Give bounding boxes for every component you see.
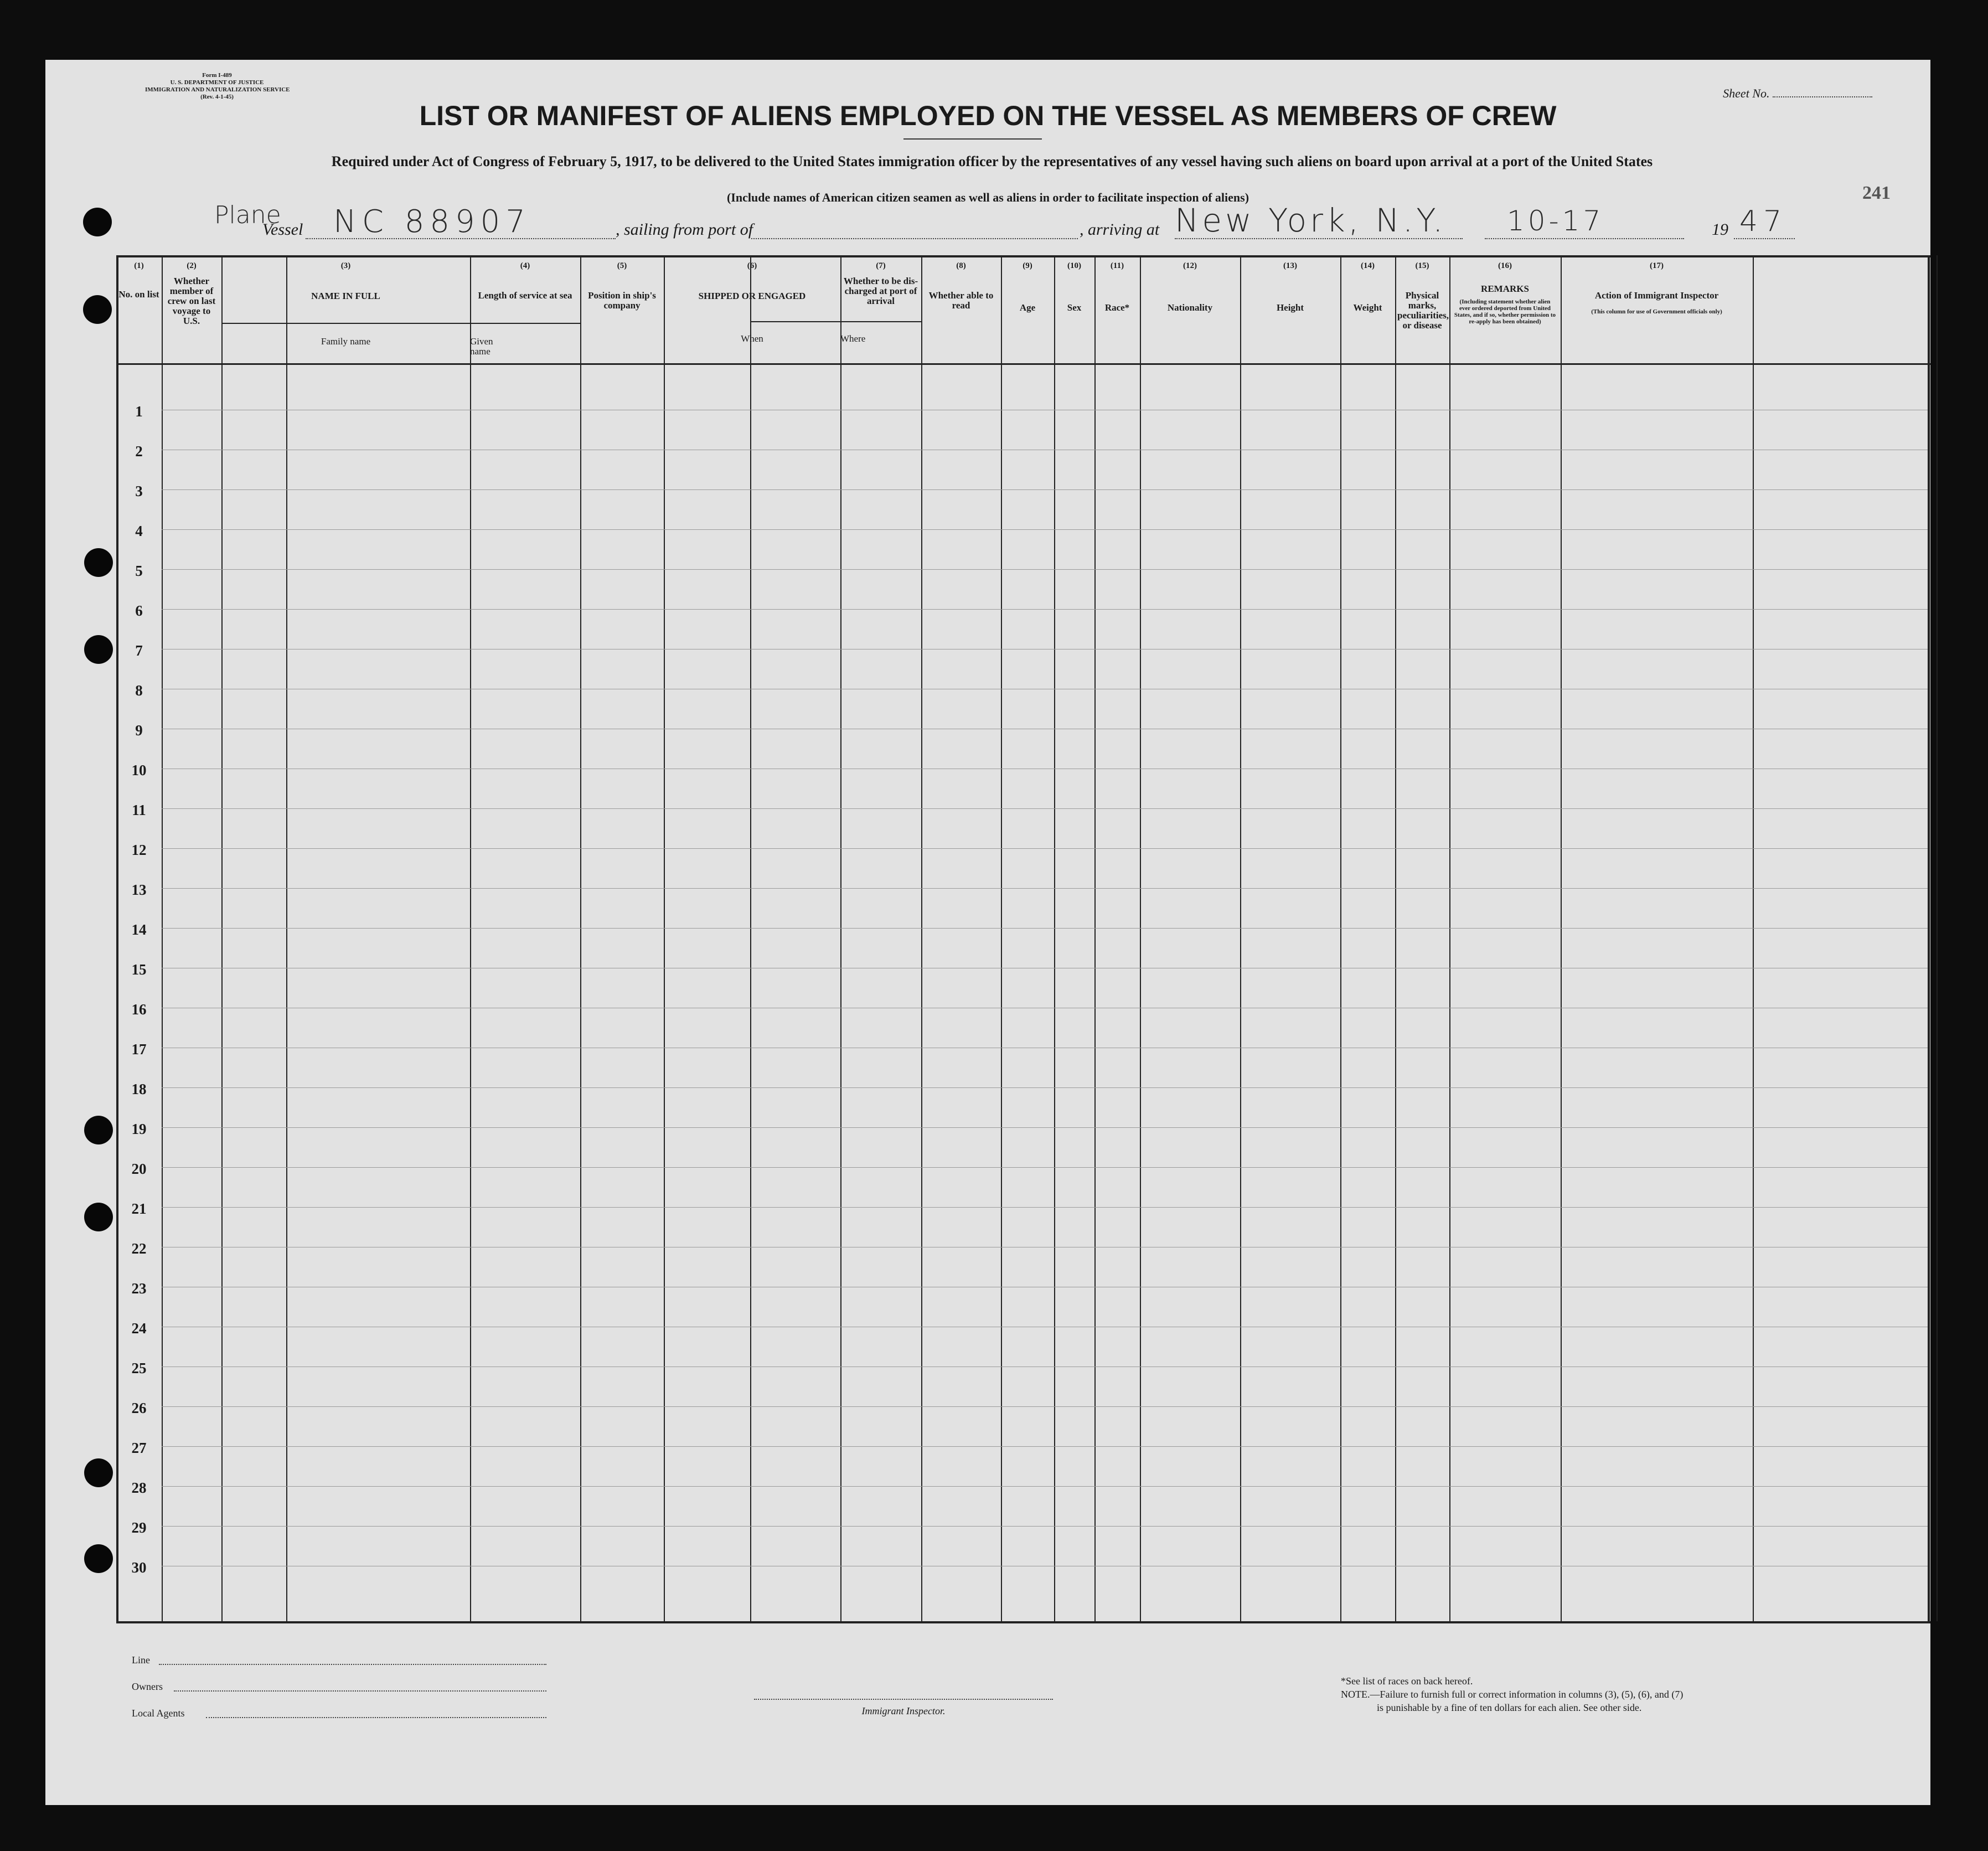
- ruled-line: [162, 1486, 1928, 1487]
- column-divider: [1140, 255, 1141, 1621]
- column-header: Whether able to read: [928, 290, 994, 311]
- inspector-signature-field: [754, 1699, 1053, 1700]
- punch-hole: [84, 1458, 113, 1487]
- column-header: NAME IN FULL: [311, 291, 380, 301]
- ruled-line: [162, 1167, 1928, 1168]
- column-number: (4): [520, 261, 530, 270]
- column-number: (15): [1415, 261, 1429, 270]
- column-divider: [1449, 255, 1450, 1621]
- owners-label: Owners: [132, 1681, 163, 1692]
- row-number: 7: [135, 642, 143, 659]
- arriving-label: , arriving at: [1080, 220, 1160, 239]
- row-number: 18: [131, 1081, 147, 1097]
- shipped-subheader-line: [750, 321, 921, 322]
- column-header: Weight: [1353, 302, 1382, 313]
- row-number: 4: [135, 523, 143, 539]
- row-number: 28: [131, 1479, 147, 1496]
- column-header: Height: [1276, 302, 1304, 313]
- row-number: 15: [131, 961, 147, 978]
- row-number: 3: [135, 483, 143, 499]
- ruled-line: [162, 928, 1928, 929]
- line-field: [159, 1664, 546, 1665]
- column-divider: [162, 255, 163, 1621]
- punch-hole: [84, 1116, 113, 1144]
- penalty-note-2: is punishable by a fine of ten dollars for each alien. See other side.: [1377, 1702, 1642, 1713]
- column-number: (16): [1498, 261, 1512, 270]
- column-header: Age: [1019, 302, 1036, 313]
- column-divider: [221, 255, 223, 1621]
- column-divider: [470, 255, 471, 1621]
- row-number: 11: [132, 802, 146, 818]
- ruled-line: [162, 569, 1928, 570]
- row-number: 25: [131, 1360, 147, 1376]
- owners-field: [174, 1690, 546, 1692]
- vessel-name-value: NC 88907: [333, 204, 531, 240]
- row-number: 1: [135, 403, 143, 420]
- ruled-line: [162, 1207, 1928, 1208]
- form-department: U. S. DEPARTMENT OF JUSTICE: [170, 79, 264, 86]
- sheet-number-field: [1723, 86, 1872, 101]
- form-revision: (Rev. 4-1-45): [200, 94, 234, 100]
- ruled-line: [162, 1526, 1928, 1527]
- column-divider: [286, 255, 287, 1621]
- column-divider: [1561, 255, 1562, 1621]
- page-number: 241: [1862, 183, 1891, 203]
- column-header: SHIPPED OR ENGAGED: [698, 291, 806, 301]
- column-header: Whether to be dis-charged at port of arrival: [843, 276, 918, 306]
- row-number: 23: [131, 1280, 147, 1297]
- column-divider: [664, 255, 665, 1621]
- column-divider: [750, 255, 751, 1621]
- column-note: (This column for use of Government officials only): [1591, 308, 1722, 315]
- ruled-line: [162, 489, 1928, 490]
- form-identifier: [145, 72, 289, 101]
- column-number: (6): [747, 261, 757, 270]
- column-divider: [1753, 255, 1754, 1621]
- column-header: No. on list: [118, 289, 159, 300]
- punch-hole: [83, 295, 112, 324]
- vessel-label: Vessel: [262, 220, 303, 239]
- column-note: (Including statement whether alien ever ordered deported from United States, and if so, whether permission to re-apply has been obtained): [1454, 298, 1556, 325]
- row-number: 12: [131, 842, 147, 858]
- column-number: (9): [1023, 261, 1032, 270]
- row-number: 13: [131, 881, 147, 898]
- arrival-date-value: 10-17: [1507, 205, 1604, 237]
- column-divider: [1054, 255, 1055, 1621]
- column-number: (2): [187, 261, 197, 270]
- row-number: 16: [131, 1001, 147, 1018]
- row-number: 8: [135, 682, 143, 699]
- row-number: 5: [135, 563, 143, 579]
- column-number: (3): [340, 261, 351, 270]
- row-number: 27: [131, 1440, 147, 1456]
- header-bottom-border: [116, 363, 1930, 365]
- column-header: Sex: [1067, 302, 1082, 313]
- page-subtitle: Required under Act of Congress of February 5, 1917, to be delivered to the United States immigration officer by the representatives of any vessel having such aliens on board upon arrival at a port of the United States: [331, 153, 1653, 169]
- row-number: 24: [131, 1320, 147, 1337]
- column-divider: [1001, 255, 1002, 1621]
- sailing-port-field: [751, 238, 1078, 239]
- column-number: (13): [1283, 261, 1297, 270]
- ruled-line: [162, 609, 1928, 610]
- handwritten-plane: Plane: [214, 201, 281, 229]
- year-prefix: 19: [1712, 220, 1728, 239]
- column-number: (12): [1183, 261, 1197, 270]
- arriving-port-value: New York, N.Y.: [1175, 202, 1447, 239]
- column-number: (8): [956, 261, 966, 270]
- inspector-label: Immigrant Inspector.: [861, 1705, 946, 1716]
- column-subheader: Family name: [321, 336, 371, 347]
- ruled-line: [162, 848, 1928, 849]
- column-header: Physical marks, peculiarities, or disease: [1397, 290, 1449, 331]
- row-number: 30: [131, 1559, 147, 1576]
- column-divider: [1395, 255, 1396, 1621]
- column-divider: [840, 321, 841, 363]
- column-number: (5): [617, 261, 627, 270]
- page-title: LIST OR MANIFEST OF ALIENS EMPLOYED ON THE VESSEL AS MEMBERS OF CREW: [419, 100, 1557, 131]
- column-divider: [1340, 255, 1341, 1621]
- local-agents-label: Local Agents: [132, 1708, 185, 1719]
- column-header: Length of service at sea: [478, 290, 572, 301]
- ruled-line: [162, 1087, 1928, 1088]
- row-number: 21: [131, 1200, 147, 1217]
- column-number: (17): [1650, 261, 1664, 270]
- ruled-line: [162, 808, 1928, 809]
- page-subnote: (Include names of American citizen seamen as well as aliens in order to facilitate inspection of aliens): [726, 190, 1249, 204]
- row-number: 22: [131, 1240, 147, 1257]
- table-top-border: [116, 255, 1930, 257]
- line-label: Line: [132, 1654, 150, 1666]
- table-bottom-border: [116, 1621, 1930, 1623]
- sailing-label: , sailing from port of: [616, 220, 753, 239]
- row-number: 2: [135, 443, 143, 460]
- punch-hole: [84, 1203, 113, 1231]
- column-number: (10): [1067, 261, 1081, 270]
- row-number: 17: [131, 1041, 147, 1058]
- column-header: Nationality: [1167, 302, 1213, 313]
- ruled-line: [162, 888, 1928, 889]
- row-number: 19: [131, 1121, 147, 1137]
- row-number: 9: [135, 722, 143, 739]
- title-underline: [903, 138, 1042, 140]
- column-header: Whether member of crew on last voyage to U.S.: [167, 276, 216, 326]
- punch-hole: [84, 1544, 113, 1573]
- column-header: Race*: [1104, 302, 1130, 313]
- row-number: 14: [131, 921, 147, 938]
- sheet-number-label: Sheet No.: [1723, 86, 1770, 100]
- column-divider: [580, 255, 581, 1621]
- row-number: 20: [131, 1161, 147, 1177]
- ruled-line: [162, 1446, 1928, 1447]
- row-number: 29: [131, 1519, 147, 1536]
- column-divider: [1928, 255, 1930, 1621]
- ruled-line: [162, 1127, 1928, 1128]
- column-number: (1): [134, 261, 144, 270]
- column-header: Position in ship's company: [588, 290, 656, 311]
- column-header: REMARKS: [1481, 283, 1529, 294]
- race-note: *See list of races on back hereof.: [1341, 1675, 1473, 1687]
- column-header: Action of Immigrant Inspector: [1594, 290, 1719, 301]
- column-divider: [840, 255, 841, 1621]
- column-number: (7): [876, 261, 886, 270]
- ruled-line: [162, 529, 1928, 530]
- column-number: (11): [1110, 261, 1124, 270]
- local-agents-field: [206, 1717, 546, 1718]
- year-value: 47: [1739, 205, 1788, 238]
- row-number: 10: [131, 762, 147, 778]
- punch-hole: [84, 635, 113, 664]
- punch-hole: [83, 208, 112, 236]
- manifest-sheet: Form I-489 U. S. DEPARTMENT OF JUSTICE IMMIGRATION AND NATURALIZATION SERVICE (Rev. 4-1-45) Sheet No. LIST OR MANIFEST OF ALIENS EMPLOYED ON THE VESSEL AS MEMBERS OF CREW Required under Act of Congress of February 5, 1917, to be delivered to the United States immigration officer by the representatives of any vessel having such aliens on board upon arrival at a port of the United States (Include names of American citizen seamen as well as aliens in order to facilitate inspection of aliens) 241 Plane Vessel NC 88907 , sailing from port of , arriving at New York, N.Y. 10-17 19 47 (1) No. on list (2) Whether member of crew on last voyage to U.S. (3) NAME IN FULL Family name Given name (4) Length of service at sea (5) Position in ship's company (6) SHIPPED OR ENGAGED When Where (7) Whether to be dis-charged at port of arrival (8) Whether able to read (9) Age (10) Sex (11) Race* (12) Nationality (13) Height (14) Weight (15) Physical marks, peculiarities, or disease (16) REMARKS (Including statement whether alien ever ordered deported from United States, and if so, whether permission to re-apply has been obtained) (17) Action of Immigrant Inspector (This column for use of Government officials only) 1 2 3 4 5 6 7 8 9 10 11 12 13 14 15 16 17 18 19 20 21 22 23 24 25 26 27 28 29 30 Line Owners Local Agents Immigrant Inspector. *See list of races on back hereof. NOTE.—Failure to furnish full or correct information in columns (3), (5), (6), and (7) is punishable by a fine of ten dollars for each alien. See other side.: [45, 60, 1930, 1805]
- ruled-line: [162, 1406, 1928, 1407]
- column-divider: [921, 255, 922, 1621]
- column-number: (14): [1361, 261, 1375, 270]
- column-divider: [1240, 255, 1241, 1621]
- row-number: 26: [131, 1400, 147, 1416]
- penalty-note-1: NOTE.—Failure to furnish full or correct information in columns (3), (5), (6), and (7): [1341, 1689, 1684, 1700]
- punch-hole: [84, 548, 113, 577]
- column-subheader: When: [741, 333, 763, 344]
- form-service: IMMIGRATION AND NATURALIZATION SERVICE: [145, 86, 290, 93]
- column-divider: [1094, 255, 1096, 1621]
- column-divider: [1937, 255, 1938, 1621]
- name-subheader-line: [221, 323, 580, 324]
- form-number: Form I-489: [202, 72, 232, 79]
- row-number: 6: [135, 602, 143, 619]
